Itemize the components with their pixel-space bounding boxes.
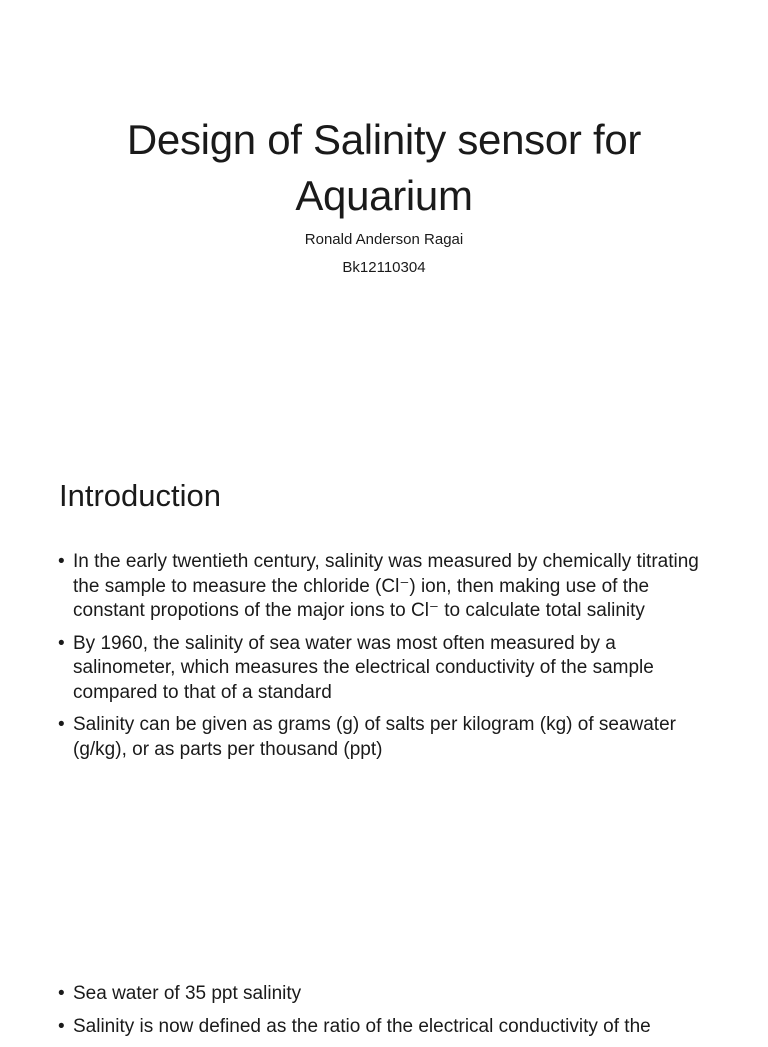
- bullet-list: [58, 550, 718, 770]
- slide-title: [40, 112, 728, 224]
- bullet-text: By 1960, the salinity of sea water was most often measured by a salinometer, which measures the electrical conductivity of the sample compared to that of a standard: [73, 632, 654, 703]
- bullet-text: In the early twentieth century, salinity was measured by chemically titrating the sample to measure the chloride (Cl⁻) ion, then making use of the constant propotions of the major ions to Cl⁻ to calculate total salinity: [73, 551, 699, 621]
- introduction-slide: [0, 432, 768, 862]
- bullet-text: Sea water of 35 ppt salinity: [73, 983, 302, 1004]
- bullet-item: [58, 632, 718, 706]
- title-line-2: Aquarium: [295, 172, 473, 219]
- title-slide: [0, 0, 768, 430]
- bullet-dot: •: [58, 1015, 65, 1037]
- student-id: Bk12110304: [342, 259, 426, 276]
- bullet-dot: •: [58, 632, 65, 654]
- bullet-dot: •: [58, 551, 65, 572]
- bullet-item: [58, 982, 718, 1007]
- bullet-item: [58, 713, 718, 762]
- bullet-dot: •: [58, 714, 65, 735]
- author-name: Ronald Anderson Ragai: [304, 231, 464, 248]
- bullet-dot: •: [58, 983, 65, 1004]
- bullet-text: Salinity is now defined as the ratio of the electrical conductivity of the: [73, 1015, 651, 1037]
- slide-heading: Introduction: [59, 478, 221, 513]
- salinity-definition-slide: [0, 864, 768, 1037]
- bullet-item: [58, 1015, 718, 1040]
- bullet-list: [58, 982, 718, 1047]
- title-line-1: Design of Salinity sensor for: [126, 116, 642, 163]
- bullet-item: [58, 550, 718, 624]
- bullet-text: Salinity can be given as grams (g) of salts per kilogram (kg) of seawater (g/kg), or as parts per thousand (ppt): [73, 714, 676, 760]
